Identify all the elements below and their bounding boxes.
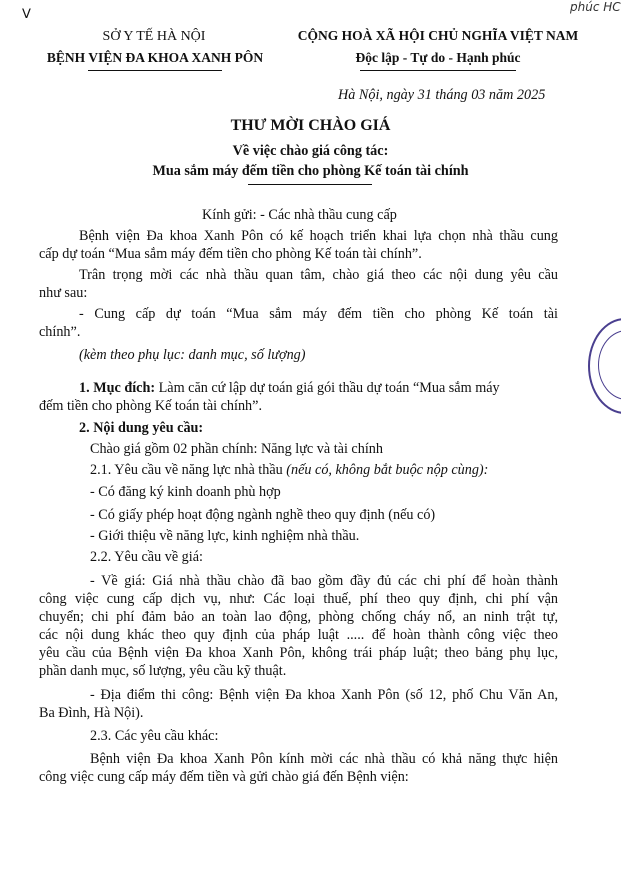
invite-line2: như sau: [39, 285, 88, 301]
nation-title: CỘNG HOÀ XÃ HỘI CHỦ NGHĨA VIỆT NAM [297, 28, 579, 43]
title-underline [248, 184, 372, 185]
content-label: 2. Nội dung yêu cầu: [79, 420, 204, 436]
price-line5: yêu cầu của Bệnh viện Đa khoa Xanh Pôn, không trái pháp luật; theo bảng phụ lục, [39, 645, 558, 661]
other-line2: công việc cung cấp máy đếm tiền và gửi chào giá đến Bệnh viện: [39, 769, 409, 785]
req21-line [90, 461, 488, 479]
org-parent: SỞ Y TẾ HÀ NỘI [102, 29, 206, 44]
appendix-note: (kèm theo phụ lục: danh mục, số lượng) [79, 347, 306, 363]
supply-line2: chính”. [39, 324, 81, 340]
invite-line1: Trân trọng mời các nhà thầu quan tâm, chào giá theo các nội dung yêu cầu [79, 267, 558, 283]
req23-label: 2.3. Các yêu cầu khác: [90, 728, 219, 744]
price-line1: - Về giá: Giá nhà thầu chào đã bao gồm đầy đủ các chi phí để hoàn thành [90, 573, 558, 589]
intro-line1: Bệnh viện Đa khoa Xanh Pôn có kế hoạch triển khai lựa chọn nhà thầu cung [79, 228, 558, 244]
purpose-label: 1. Mục đích: [79, 380, 156, 396]
place-line1: - Địa điểm thi công: Bệnh viện Đa khoa Xanh Pôn (số 12, phố Chu Văn An, [90, 687, 558, 703]
req21-item-1: - Có đăng ký kinh doanh phù hợp [90, 484, 281, 500]
req21-note: (nếu có, không bắt buộc nộp cùng): [286, 462, 489, 478]
req21-label: 2.1. Yêu cầu về năng lực nhà thầu [90, 462, 283, 478]
org-name: BỆNH VIỆN ĐA KHOA XANH PÔN [46, 50, 264, 65]
purpose-text: Làm căn cứ lập dự toán giá gói thầu dự toán “Mua sắm máy [158, 380, 500, 396]
req21-item-2: - Có giấy phép hoạt động ngành nghề theo quy định (nếu có) [90, 507, 436, 523]
price-line6: phần danh mục, số lượng, yêu cầu kỹ thuật. [39, 663, 287, 679]
org-underline [88, 70, 222, 71]
content-parts: Chào giá gồm 02 phần chính: Năng lực và tài chính [90, 441, 383, 457]
motto: Độc lập - Tự do - Hạnh phúc [355, 50, 521, 65]
other-line1: Bệnh viện Đa khoa Xanh Pôn kính mời các nhà thầu có khả năng thực hiện [90, 751, 558, 767]
price-line4: các nội dung khác theo quy định của pháp luật ..... để hoàn thành công việc theo [39, 627, 558, 643]
margin-mark: ⴸ [22, 6, 31, 21]
supply-line1: - Cung cấp dự toán “Mua sắm máy đếm tiền cho phòng Kế toán tài [79, 306, 558, 322]
handwritten-note: phúc HC [570, 0, 621, 14]
purpose-line2: đếm tiền cho phòng Kế toán tài chính”. [39, 398, 262, 414]
req21-item-3: - Giới thiệu về năng lực, kinh nghiệm nhà thầu. [90, 528, 360, 544]
title-subject-line2: Mua sắm máy đếm tiền cho phòng Kế toán tài chính [152, 163, 469, 179]
price-line3: chuyển; chi phí đảm bảo an toàn lao động, phòng chống cháy nổ, an ninh trật tự, [39, 609, 558, 625]
title-subject-line1: Về việc chào giá công tác: [232, 143, 389, 159]
date-line: Hà Nội, ngày 31 tháng 03 năm 2025 [338, 87, 546, 103]
intro-line2: cấp dự toán “Mua sắm máy đếm tiền cho phòng Kế toán tài chính”. [39, 246, 422, 262]
document-title: THƯ MỜI CHÀO GIÁ [230, 117, 391, 134]
motto-underline [360, 70, 516, 71]
req22-label: 2.2. Yêu cầu về giá: [90, 549, 203, 565]
purpose-line1 [79, 379, 558, 397]
recipient-line: Kính gửi: - Các nhà thầu cung cấp [202, 207, 397, 223]
place-line2: Ba Đình, Hà Nội). [39, 705, 144, 721]
price-line2: công việc cung cấp dịch vụ, như: Các loại thuế, phí theo quy định, chi phí vận [39, 591, 558, 607]
